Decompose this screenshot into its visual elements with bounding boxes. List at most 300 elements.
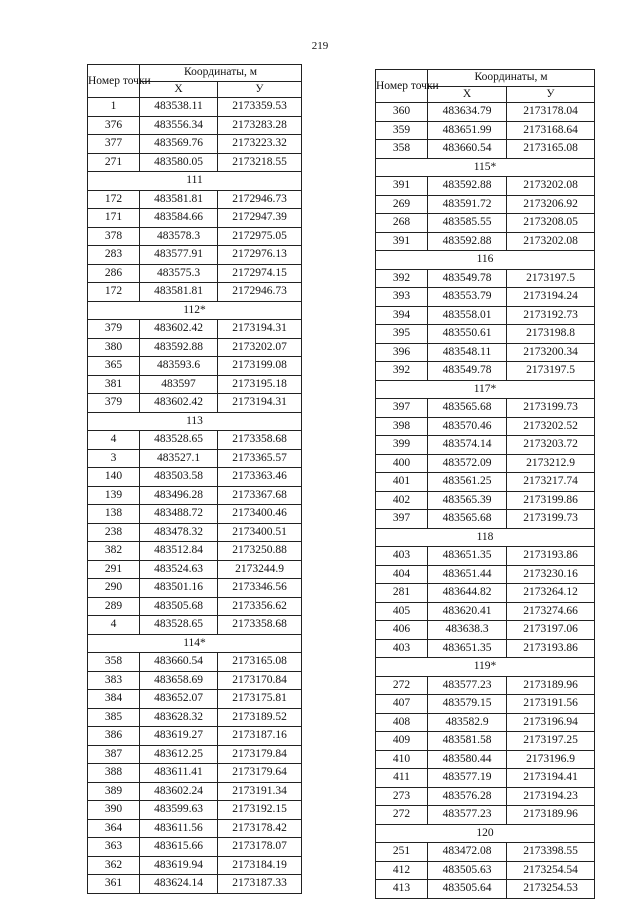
point-number-cell: 388	[88, 764, 140, 783]
point-number-cell: 400	[376, 454, 428, 473]
point-number-cell: 402	[376, 491, 428, 510]
point-number-cell: 379	[88, 320, 140, 339]
x-coordinate-cell: 483624.14	[140, 875, 218, 894]
table-row	[376, 843, 595, 862]
point-number-cell: 380	[88, 338, 140, 357]
x-coordinate-cell: 483592.88	[140, 338, 218, 357]
table-row	[376, 806, 595, 825]
point-number-cell: 171	[88, 209, 140, 228]
group-header-row	[376, 824, 595, 843]
point-number-cell: 390	[88, 801, 140, 820]
group-header-row	[88, 634, 302, 653]
point-number-cell: 398	[376, 417, 428, 436]
point-number-cell: 392	[376, 269, 428, 288]
table-row	[376, 436, 595, 455]
point-number-cell: 384	[88, 690, 140, 709]
group-label: 115*	[376, 158, 595, 177]
y-coordinate-cell: 2173165.08	[218, 653, 302, 672]
point-number-cell: 397	[376, 510, 428, 529]
point-number-cell: 396	[376, 343, 428, 362]
x-coordinate-cell: 483651.44	[428, 565, 507, 584]
point-number-cell: 410	[376, 750, 428, 769]
point-number-cell: 391	[376, 177, 428, 196]
x-coordinate-cell: 483549.78	[428, 362, 507, 381]
point-number-cell: 392	[376, 362, 428, 381]
point-number-cell: 377	[88, 135, 140, 154]
coordinates-table-left	[87, 64, 302, 894]
x-coordinate-cell: 483658.69	[140, 671, 218, 690]
group-label: 112*	[88, 301, 302, 320]
x-coordinate-cell: 483575.3	[140, 264, 218, 283]
y-coordinate-cell: 2173179.64	[218, 764, 302, 783]
y-coordinate-cell: 2173264.12	[507, 584, 595, 603]
table-row	[88, 875, 302, 894]
table-row	[376, 121, 595, 140]
table-row	[88, 357, 302, 376]
x-coordinate-cell: 483488.72	[140, 505, 218, 524]
x-coordinate-cell: 483579.15	[428, 695, 507, 714]
point-number-cell: 172	[88, 283, 140, 302]
x-coordinate-cell: 483505.63	[428, 861, 507, 880]
table-row	[88, 190, 302, 209]
table-row	[88, 801, 302, 820]
table-row	[376, 769, 595, 788]
y-coordinate-cell: 2173208.05	[507, 214, 595, 233]
y-coordinate-cell: 2173194.24	[507, 288, 595, 307]
table-row	[376, 343, 595, 362]
y-coordinate-cell: 2173195.18	[218, 375, 302, 394]
y-coordinate-cell: 2173196.94	[507, 713, 595, 732]
table-row	[376, 417, 595, 436]
x-coordinate-cell: 483569.76	[140, 135, 218, 154]
y-coordinate-cell: 2172947.39	[218, 209, 302, 228]
point-number-cell: 361	[88, 875, 140, 894]
x-coordinate-cell: 483548.11	[428, 343, 507, 362]
point-number-cell: 412	[376, 861, 428, 880]
point-number-cell: 362	[88, 856, 140, 875]
point-number-cell: 378	[88, 227, 140, 246]
x-coordinate-cell: 483651.35	[428, 639, 507, 658]
point-number-cell: 251	[376, 843, 428, 862]
y-coordinate-cell: 2173175.81	[218, 690, 302, 709]
table-row	[88, 690, 302, 709]
y-coordinate-cell: 2173189.96	[507, 806, 595, 825]
y-coordinate-cell: 2173197.5	[507, 362, 595, 381]
point-number-cell: 397	[376, 399, 428, 418]
table-row	[88, 819, 302, 838]
table-row	[88, 209, 302, 228]
y-coordinate-cell: 2172946.73	[218, 283, 302, 302]
table-row	[376, 713, 595, 732]
y-coordinate-cell: 2173178.04	[507, 103, 595, 122]
point-number-cell: 359	[376, 121, 428, 140]
x-coordinate-cell: 483585.55	[428, 214, 507, 233]
table-row	[376, 732, 595, 751]
point-number-cell: 386	[88, 727, 140, 746]
x-coordinate-cell: 483505.64	[428, 880, 507, 899]
point-number-cell: 4	[88, 616, 140, 635]
table-row	[376, 621, 595, 640]
y-coordinate-cell: 2173223.32	[218, 135, 302, 154]
y-coordinate-cell: 2173356.62	[218, 597, 302, 616]
table-row	[88, 431, 302, 450]
group-header-row	[88, 301, 302, 320]
table-row	[88, 98, 302, 117]
x-coordinate-cell: 483619.27	[140, 727, 218, 746]
table-row	[376, 362, 595, 381]
x-coordinate-cell: 483619.94	[140, 856, 218, 875]
point-number-cell: 382	[88, 542, 140, 561]
x-coordinate-cell: 483652.07	[140, 690, 218, 709]
y-coordinate-cell: 2173230.16	[507, 565, 595, 584]
point-number-cell: 385	[88, 708, 140, 727]
point-number-cell: 268	[376, 214, 428, 233]
x-coordinate-cell: 483611.56	[140, 819, 218, 838]
x-coordinate-cell: 483620.41	[428, 602, 507, 621]
x-coordinate-cell: 483558.01	[428, 306, 507, 325]
x-coordinate-cell: 483553.79	[428, 288, 507, 307]
x-coordinate-cell: 483615.66	[140, 838, 218, 857]
point-number-cell: 394	[376, 306, 428, 325]
table-row	[376, 306, 595, 325]
y-coordinate-cell: 2173194.23	[507, 787, 595, 806]
y-coordinate-cell: 2173274.66	[507, 602, 595, 621]
point-number-cell: 358	[88, 653, 140, 672]
table-row	[88, 727, 302, 746]
x-coordinate-cell: 483505.68	[140, 597, 218, 616]
y-coordinate-cell: 2173189.96	[507, 676, 595, 695]
x-coordinate-cell: 483611.41	[140, 764, 218, 783]
y-coordinate-cell: 2173283.28	[218, 116, 302, 135]
point-number-cell: 281	[376, 584, 428, 603]
y-coordinate-cell: 2173200.34	[507, 343, 595, 362]
y-coordinate-cell: 2173170.84	[218, 671, 302, 690]
group-header-row	[376, 380, 595, 399]
x-coordinate-cell: 483503.58	[140, 468, 218, 487]
x-coordinate-cell: 483660.54	[428, 140, 507, 159]
x-coordinate-cell: 483612.25	[140, 745, 218, 764]
table-row	[88, 375, 302, 394]
y-coordinate-cell: 2173178.42	[218, 819, 302, 838]
point-number-cell: 408	[376, 713, 428, 732]
x-coordinate-cell: 483599.63	[140, 801, 218, 820]
point-number-cell: 286	[88, 264, 140, 283]
y-coordinate-cell: 2173196.9	[507, 750, 595, 769]
point-number-cell: 138	[88, 505, 140, 524]
table-row	[376, 214, 595, 233]
y-coordinate-cell: 2173193.86	[507, 639, 595, 658]
table-row	[376, 325, 595, 344]
point-number-cell: 395	[376, 325, 428, 344]
point-number-cell: 364	[88, 819, 140, 838]
point-number-cell: 404	[376, 565, 428, 584]
group-header-row	[376, 528, 595, 547]
y-coordinate-cell: 2173398.55	[507, 843, 595, 862]
table-row	[88, 264, 302, 283]
group-label: 111	[88, 172, 302, 191]
table-body	[376, 103, 595, 899]
x-coordinate-cell: 483572.09	[428, 454, 507, 473]
table-row	[376, 177, 595, 196]
x-coordinate-cell: 483597	[140, 375, 218, 394]
point-number-cell: 413	[376, 880, 428, 899]
table-row	[88, 116, 302, 135]
point-number-cell: 291	[88, 560, 140, 579]
table-row	[376, 880, 595, 899]
y-coordinate-cell: 2173358.68	[218, 431, 302, 450]
table-row	[88, 468, 302, 487]
table-row	[88, 523, 302, 542]
point-number-cell: 409	[376, 732, 428, 751]
point-number-cell: 269	[376, 195, 428, 214]
x-coordinate-cell: 483556.34	[140, 116, 218, 135]
y-coordinate-cell: 2173359.53	[218, 98, 302, 117]
table-row	[88, 338, 302, 357]
point-number-cell: 393	[376, 288, 428, 307]
y-coordinate-cell: 2173367.68	[218, 486, 302, 505]
y-coordinate-cell: 2173202.08	[507, 177, 595, 196]
y-coordinate-cell: 2172946.73	[218, 190, 302, 209]
table-row	[376, 140, 595, 159]
y-coordinate-cell: 2173178.07	[218, 838, 302, 857]
point-number-cell: 289	[88, 597, 140, 616]
table-row	[88, 764, 302, 783]
table-row	[88, 283, 302, 302]
y-coordinate-cell: 2173187.16	[218, 727, 302, 746]
table-row	[88, 135, 302, 154]
x-coordinate-cell: 483565.39	[428, 491, 507, 510]
x-coordinate-cell: 483478.32	[140, 523, 218, 542]
point-number-cell: 399	[376, 436, 428, 455]
point-number-cell: 271	[88, 153, 140, 172]
point-number-cell: 411	[376, 769, 428, 788]
y-coordinate-cell: 2173194.31	[218, 320, 302, 339]
point-number-cell: 365	[88, 357, 140, 376]
y-coordinate-cell: 2173198.8	[507, 325, 595, 344]
x-coordinate-cell: 483565.68	[428, 510, 507, 529]
y-column-header: У	[507, 86, 595, 103]
x-coordinate-cell: 483549.78	[428, 269, 507, 288]
x-coordinate-cell: 483582.9	[428, 713, 507, 732]
y-coordinate-cell: 2173202.52	[507, 417, 595, 436]
table-row	[376, 269, 595, 288]
coordinates-header: Координаты, м	[140, 65, 302, 82]
y-coordinate-cell: 2173184.19	[218, 856, 302, 875]
coordinates-header: Координаты, м	[428, 70, 595, 87]
y-coordinate-cell: 2173363.46	[218, 468, 302, 487]
point-number-cell: 376	[88, 116, 140, 135]
table-row	[376, 288, 595, 307]
table-row	[88, 246, 302, 265]
coordinates-table-right	[375, 69, 595, 899]
table-row	[88, 653, 302, 672]
y-coordinate-cell: 2173187.33	[218, 875, 302, 894]
table-row	[88, 745, 302, 764]
x-coordinate-cell: 483651.99	[428, 121, 507, 140]
y-coordinate-cell: 2173179.84	[218, 745, 302, 764]
point-number-cell: 381	[88, 375, 140, 394]
point-number-cell: 3	[88, 449, 140, 468]
group-label: 114*	[88, 634, 302, 653]
table-row	[376, 676, 595, 695]
table-row	[88, 505, 302, 524]
y-coordinate-cell: 2173212.9	[507, 454, 595, 473]
table-row	[376, 232, 595, 251]
x-coordinate-cell: 483584.66	[140, 209, 218, 228]
y-coordinate-cell: 2173197.06	[507, 621, 595, 640]
point-number-cell: 403	[376, 639, 428, 658]
y-coordinate-cell: 2173346.56	[218, 579, 302, 598]
x-coordinate-cell: 483580.44	[428, 750, 507, 769]
x-coordinate-cell: 483602.42	[140, 394, 218, 413]
point-number-cell: 403	[376, 547, 428, 566]
table-row	[88, 394, 302, 413]
table-row	[88, 579, 302, 598]
point-number-cell: 1	[88, 98, 140, 117]
x-coordinate-cell: 483593.6	[140, 357, 218, 376]
x-coordinate-cell: 483496.28	[140, 486, 218, 505]
x-coordinate-cell: 483634.79	[428, 103, 507, 122]
y-coordinate-cell: 2173244.9	[218, 560, 302, 579]
table-row	[88, 616, 302, 635]
x-coordinate-cell: 483628.32	[140, 708, 218, 727]
x-coordinate-cell: 483577.23	[428, 676, 507, 695]
y-coordinate-cell: 2173358.68	[218, 616, 302, 635]
x-coordinate-cell: 483581.81	[140, 283, 218, 302]
x-coordinate-cell: 483591.72	[428, 195, 507, 214]
page-number: 219	[311, 40, 329, 52]
table-row	[376, 473, 595, 492]
x-coordinate-cell: 483644.82	[428, 584, 507, 603]
group-header-row	[376, 251, 595, 270]
table-row	[88, 671, 302, 690]
x-coordinate-cell: 483570.46	[428, 417, 507, 436]
y-coordinate-cell: 2173218.55	[218, 153, 302, 172]
table-row	[88, 856, 302, 875]
group-header-row	[88, 412, 302, 431]
table-row	[88, 838, 302, 857]
y-coordinate-cell: 2173199.73	[507, 510, 595, 529]
table-row	[376, 787, 595, 806]
group-header-row	[376, 158, 595, 177]
x-coordinate-cell: 483528.65	[140, 616, 218, 635]
y-coordinate-cell: 2173192.15	[218, 801, 302, 820]
y-coordinate-cell: 2173168.64	[507, 121, 595, 140]
y-coordinate-cell: 2173202.08	[507, 232, 595, 251]
x-coordinate-cell: 483574.14	[428, 436, 507, 455]
y-coordinate-cell: 2173400.51	[218, 523, 302, 542]
point-number-cell: 391	[376, 232, 428, 251]
y-coordinate-cell: 2172975.05	[218, 227, 302, 246]
y-coordinate-cell: 2172974.15	[218, 264, 302, 283]
point-number-cell: 406	[376, 621, 428, 640]
group-label: 116	[376, 251, 595, 270]
x-coordinate-cell: 483561.25	[428, 473, 507, 492]
table-row	[376, 750, 595, 769]
table-row	[88, 449, 302, 468]
table-row	[88, 708, 302, 727]
x-column-header: X	[140, 81, 218, 98]
x-coordinate-cell: 483512.84	[140, 542, 218, 561]
point-number-header: Номер точки	[88, 65, 140, 98]
group-label: 119*	[376, 658, 595, 677]
x-coordinate-cell: 483651.35	[428, 547, 507, 566]
x-column-header: X	[428, 86, 507, 103]
table-row	[376, 861, 595, 880]
point-number-cell: 238	[88, 523, 140, 542]
table-row	[88, 227, 302, 246]
table-row	[88, 153, 302, 172]
point-number-cell: 139	[88, 486, 140, 505]
y-coordinate-cell: 2173206.92	[507, 195, 595, 214]
table-row	[88, 486, 302, 505]
table-row	[376, 454, 595, 473]
y-coordinate-cell: 2173194.31	[218, 394, 302, 413]
table-row	[88, 560, 302, 579]
table-row	[376, 103, 595, 122]
point-number-cell: 383	[88, 671, 140, 690]
y-coordinate-cell: 2173197.25	[507, 732, 595, 751]
y-coordinate-cell: 2173202.07	[218, 338, 302, 357]
y-coordinate-cell: 2173165.08	[507, 140, 595, 159]
x-coordinate-cell: 483527.1	[140, 449, 218, 468]
y-coordinate-cell: 2173194.41	[507, 769, 595, 788]
point-number-cell: 358	[376, 140, 428, 159]
table-body	[88, 98, 302, 894]
x-coordinate-cell: 483581.81	[140, 190, 218, 209]
point-number-cell: 360	[376, 103, 428, 122]
y-coordinate-cell: 2173189.52	[218, 708, 302, 727]
point-number-cell: 4	[88, 431, 140, 450]
table-row	[88, 320, 302, 339]
point-number-cell: 272	[376, 806, 428, 825]
table-row	[376, 510, 595, 529]
x-coordinate-cell: 483524.63	[140, 560, 218, 579]
y-coordinate-cell: 2173193.86	[507, 547, 595, 566]
point-number-cell: 401	[376, 473, 428, 492]
x-coordinate-cell: 483638.3	[428, 621, 507, 640]
x-coordinate-cell: 483577.91	[140, 246, 218, 265]
y-coordinate-cell: 2173217.74	[507, 473, 595, 492]
group-header-row	[376, 658, 595, 677]
group-label: 120	[376, 824, 595, 843]
x-coordinate-cell: 483602.24	[140, 782, 218, 801]
y-coordinate-cell: 2173254.54	[507, 861, 595, 880]
table-row	[376, 547, 595, 566]
table-row	[88, 782, 302, 801]
table-row	[88, 542, 302, 561]
y-coordinate-cell: 2173191.56	[507, 695, 595, 714]
point-number-cell: 387	[88, 745, 140, 764]
table-row	[376, 639, 595, 658]
point-number-cell: 405	[376, 602, 428, 621]
x-coordinate-cell: 483577.23	[428, 806, 507, 825]
y-coordinate-cell: 2172976.13	[218, 246, 302, 265]
table-row	[376, 584, 595, 603]
x-coordinate-cell: 483538.11	[140, 98, 218, 117]
table-row	[88, 597, 302, 616]
y-coordinate-cell: 2173254.53	[507, 880, 595, 899]
point-number-cell: 172	[88, 190, 140, 209]
x-coordinate-cell: 483576.28	[428, 787, 507, 806]
point-number-cell: 379	[88, 394, 140, 413]
y-coordinate-cell: 2173199.08	[218, 357, 302, 376]
point-number-cell: 140	[88, 468, 140, 487]
point-number-cell: 273	[376, 787, 428, 806]
x-coordinate-cell: 483660.54	[140, 653, 218, 672]
point-number-header: Номер точки	[376, 70, 428, 103]
y-coordinate-cell: 2173365.57	[218, 449, 302, 468]
